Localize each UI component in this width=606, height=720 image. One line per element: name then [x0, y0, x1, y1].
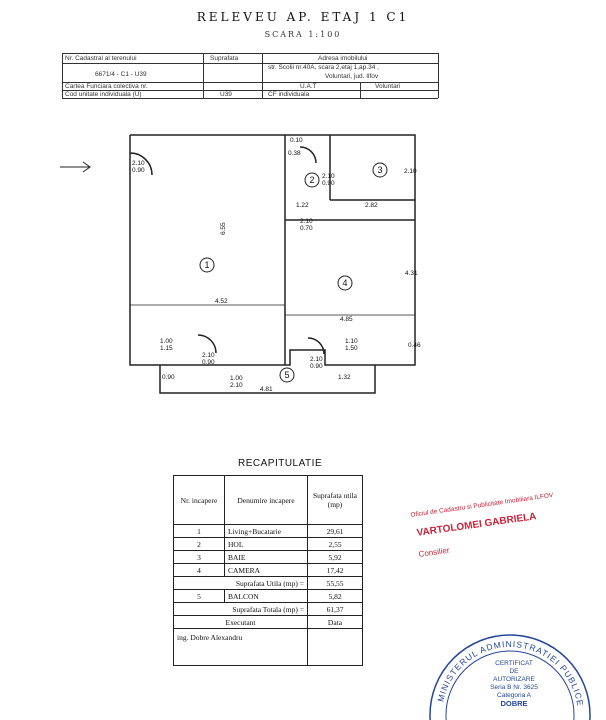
dimension-label: 1.00 1.15 [160, 338, 173, 352]
table-row: 3 BAIE 5,92 [174, 551, 363, 564]
dimension-label: 1.00 2.10 [230, 375, 243, 389]
room-number: 1 [204, 260, 210, 270]
dimension-label: 2.10 0.90 [202, 352, 215, 366]
stamp-ring-text: MINISTERUL ADMINISTRATIEI PUBLICE [435, 638, 586, 708]
dimension-label: 2.10 0.90 [322, 173, 335, 187]
dimension-label: 1.32 [338, 374, 351, 381]
dimension-label: 0.46 [408, 342, 421, 349]
col-header: Denumire incapere [225, 476, 308, 525]
dimension-label: 2.82 [365, 202, 378, 209]
table-row: 1 Living+Bucatarie 29,61 [174, 525, 363, 538]
dimension-label: 0.38 [288, 150, 301, 157]
dimension-label: 4.81 [260, 386, 273, 393]
recap-table [173, 475, 363, 666]
dimension-label: 4.85 [340, 316, 353, 323]
room-number: 2 [309, 175, 315, 185]
dimension-label: 1.22 [296, 202, 309, 209]
dimension-label: 4.31 [405, 270, 418, 277]
dimension-label: 2.10 0.70 [300, 218, 313, 232]
land-book-label: Cartea Funciara colectiva nr. [65, 83, 148, 90]
recap-title: RECAPITULATIE [238, 458, 323, 469]
scale-label: SCARA 1:100 [264, 30, 342, 39]
unit-code-value: U39 [220, 91, 232, 98]
table-row: 2 HOL 2,55 [174, 538, 363, 551]
dimension-label: 1.10 1.50 [345, 338, 358, 352]
address-line2: Voluntari, jud. Ilfov [325, 73, 379, 80]
uat-label: U.A.T [300, 83, 317, 90]
cadastral-value: 6671/4 - C1 - U39 [95, 71, 147, 78]
address-line1: str. Scolii nr.40A, scara 2,etaj 1,ap.34 , [268, 64, 379, 71]
col-header: Suprafata utila (mp) [308, 476, 363, 525]
cadastral-label: Nr. Cadastral al terenului [65, 55, 137, 62]
cf-label: CF individuala [268, 91, 310, 98]
floor-plan [50, 125, 450, 425]
room-number: 4 [342, 278, 348, 288]
door-arc [300, 147, 316, 163]
page-title: RELEVEU AP. ETAJ 1 C1 [196, 10, 410, 24]
uat-value: Voluntari [375, 83, 401, 90]
address-label: Adresa imobilului [318, 55, 368, 62]
door-arc [198, 335, 216, 353]
dimension-label: 0.10 [290, 137, 303, 144]
room-number: 5 [284, 370, 290, 380]
executant-name-row: ing. Dobre Alexandru [174, 629, 363, 666]
table-row: 5 BALCON 5,82 [174, 590, 363, 603]
dimension-label: 6.55 [220, 222, 227, 235]
room-number: 3 [377, 165, 383, 175]
total-row: Suprafata Totala (mp) = 61,37 [174, 603, 363, 616]
outer-wall [130, 135, 415, 365]
unit-code-label: Cod unitate individuala (U) [65, 91, 142, 98]
table-row: 4 CAMERA 17,42 [174, 564, 363, 577]
col-header: Nr. incapere [174, 476, 225, 525]
dimension-label: 2.10 0.90 [132, 160, 145, 174]
useful-total-row: Suprafata Utila (mp) = 55,55 [174, 577, 363, 590]
dimension-label: 2.10 0.90 [310, 356, 323, 370]
surface-label: Suprafata [210, 55, 239, 62]
executant-row: Executant Data [174, 616, 363, 629]
dimension-label: 0.90 [162, 374, 175, 381]
door-arc [308, 338, 324, 354]
dimension-label: 2.10 [404, 168, 417, 175]
dimension-label: 4.52 [215, 298, 228, 305]
